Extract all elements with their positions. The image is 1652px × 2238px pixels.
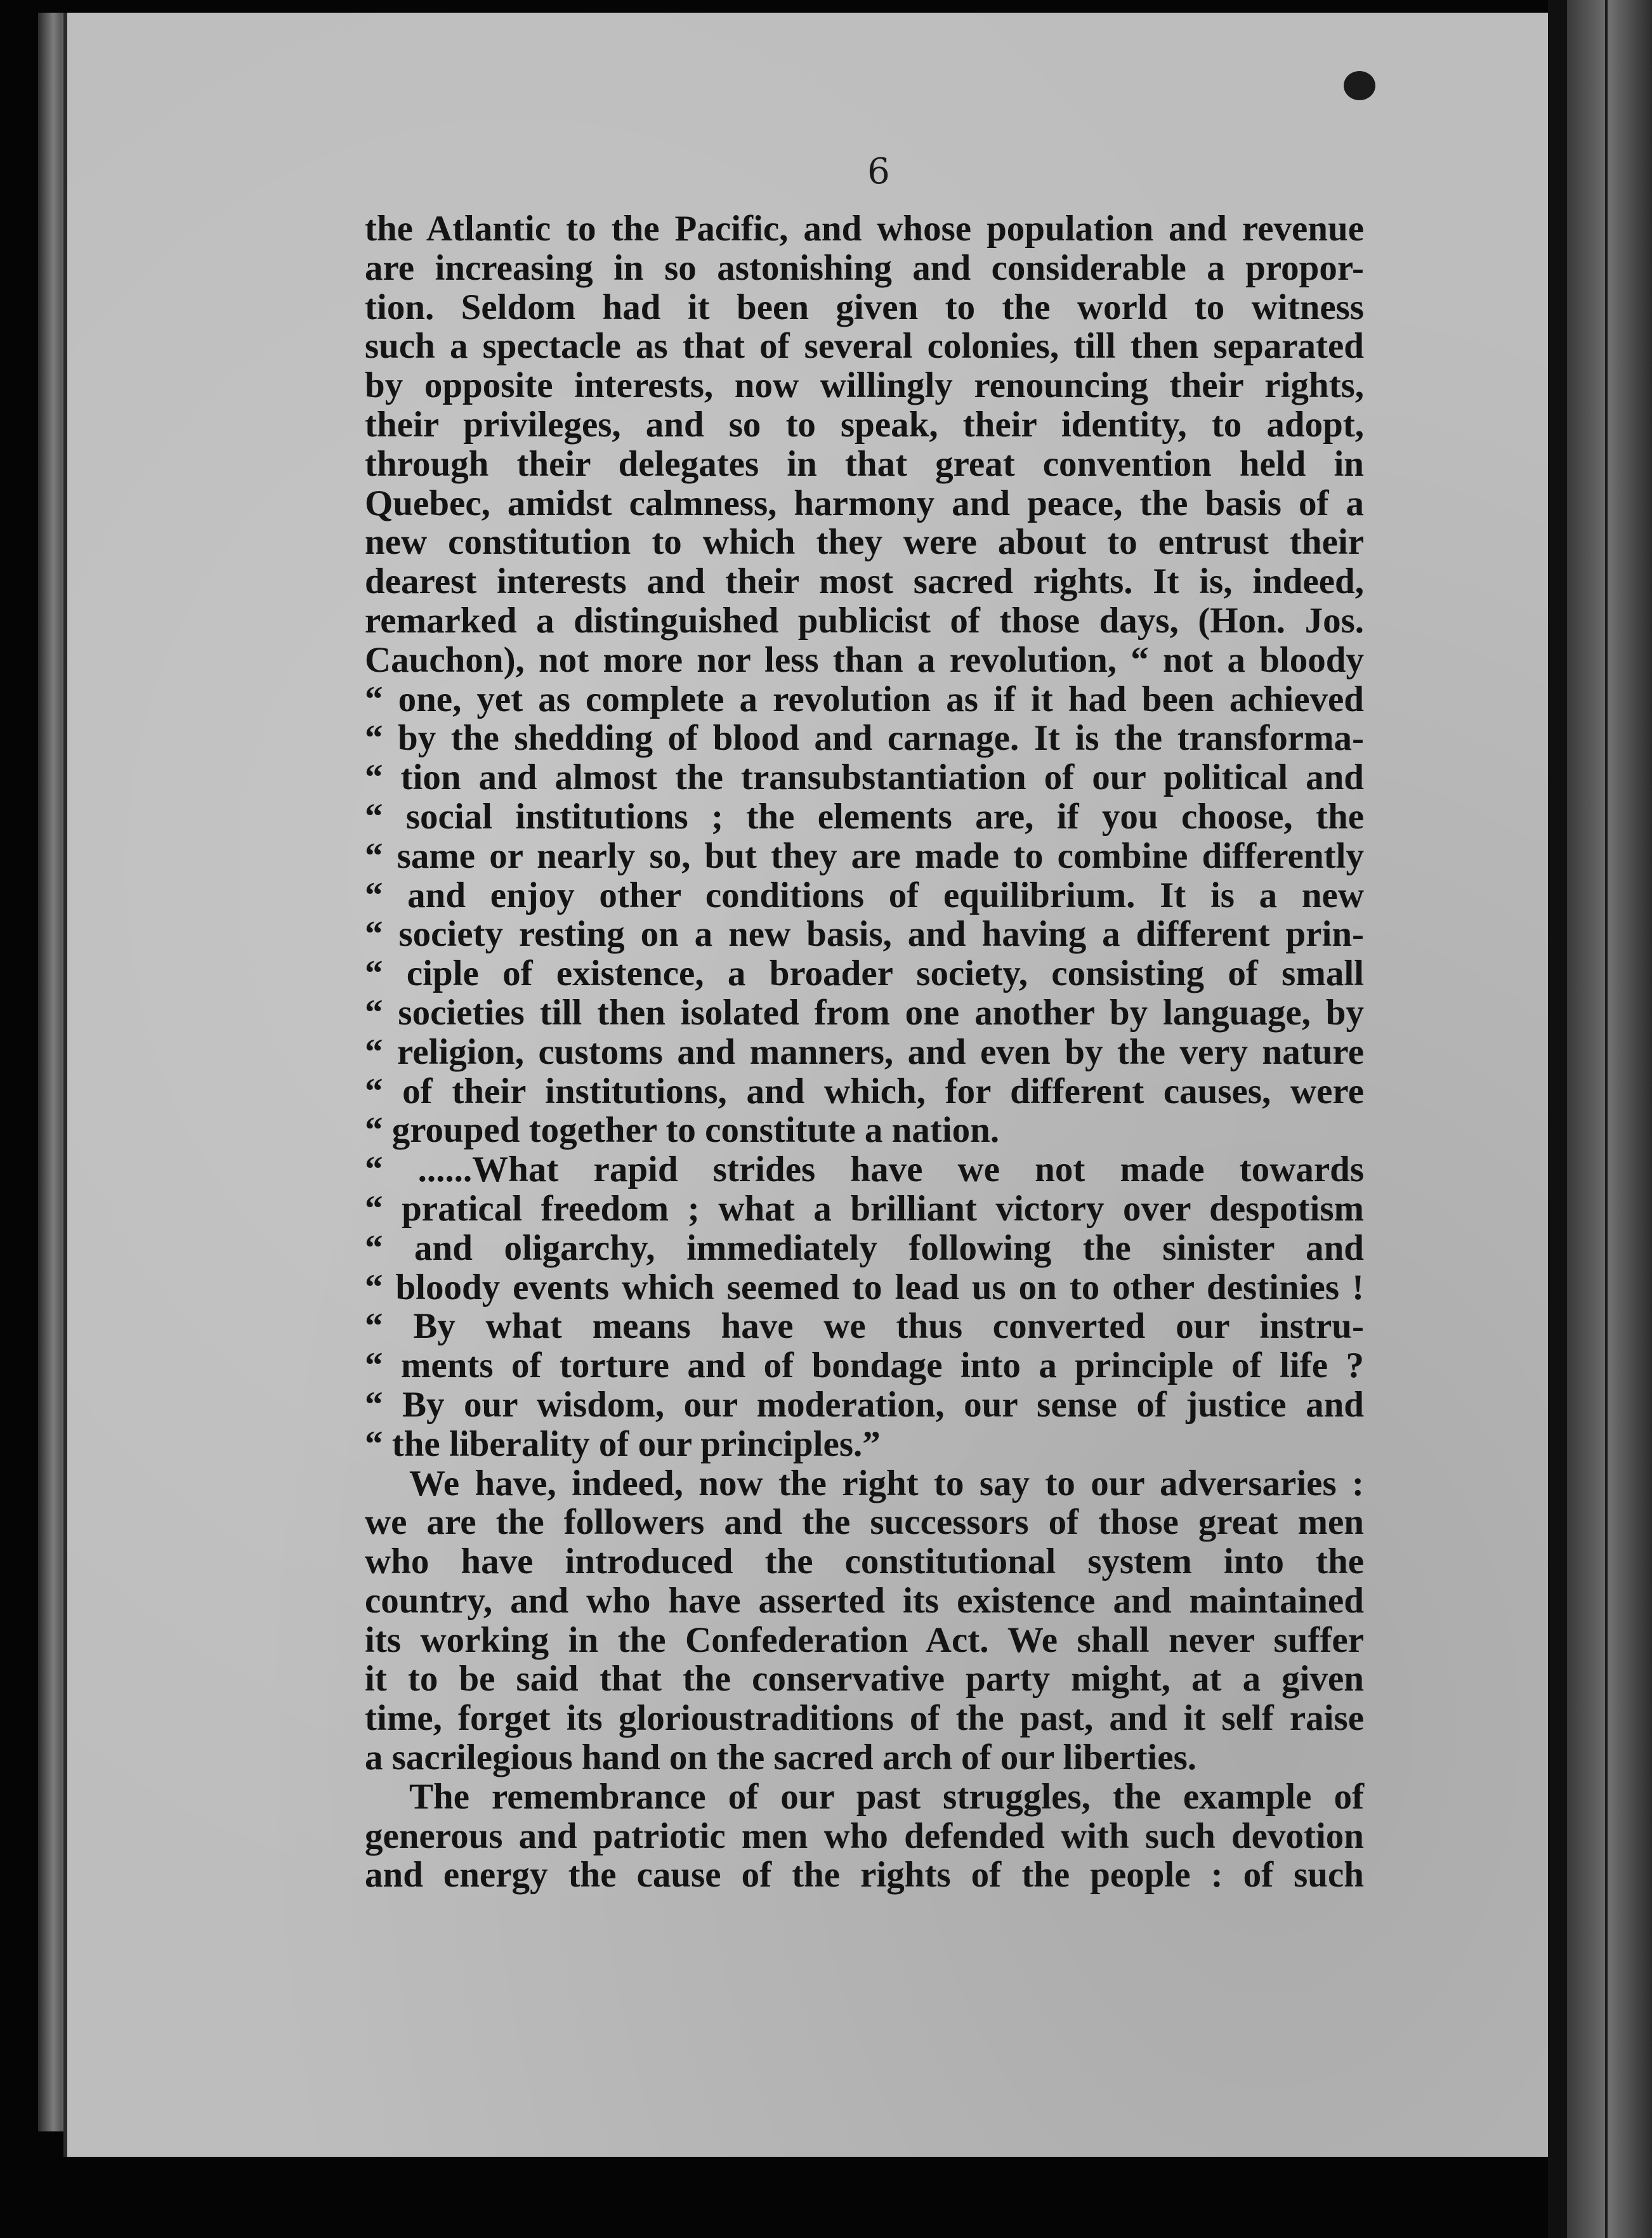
text-line: country, and who have asserted its existence and maintained [365, 1580, 1364, 1621]
text-line: “ By our wisdom, our moderation, our sense of justice and [365, 1384, 1364, 1425]
text-line: its working in the Confederation Act. We shall never suffer [365, 1620, 1364, 1660]
text-line: a sacrilegious hand on the sacred arch of our liberties. [365, 1737, 1196, 1778]
facing-page-edge [1567, 0, 1652, 2238]
text-line: their privileges, and so to speak, their identity, to adopt, [365, 404, 1364, 445]
text-line: “ grouped together to constitute a nation. [365, 1110, 1000, 1151]
text-line: “ societies till then isolated from one another by language, by [365, 992, 1364, 1033]
text-line: “ by the shedding of blood and carnage. It is the transforma- [365, 718, 1364, 759]
page-number: 6 [867, 151, 890, 192]
text-line: “ of their institutions, and which, for different causes, were [365, 1071, 1364, 1111]
text-line: “ same or nearly so, but they are made to combine differently [365, 835, 1364, 876]
body-text [365, 209, 1364, 1895]
text-line: tion. Seldom had it been given to the world to witness [365, 287, 1364, 327]
text-line: the Atlantic to the Pacific, and whose population and revenue [365, 209, 1364, 249]
text-line: dearest interests and their most sacred rights. It is, indeed, [365, 561, 1364, 602]
text-line: by opposite interests, now willingly renouncing their rights, [365, 365, 1364, 406]
text-line: “ ments of torture and of bondage into a principle of life ? [365, 1345, 1364, 1386]
text-line: “ ciple of existence, a broader society, consisting of small [365, 953, 1364, 994]
ink-blot [1344, 71, 1375, 100]
text-line: it to be said that the conservative party might, at a given [365, 1659, 1364, 1699]
text-line: who have introduced the constitutional system into the [365, 1541, 1364, 1582]
text-line: we are the followers and the successors of those great men [365, 1502, 1364, 1543]
text-line: are increasing in so astonishing and considerable a propor- [365, 247, 1364, 288]
spine-line [1605, 0, 1608, 2238]
text-line: generous and patriotic men who defended with such devotion [365, 1816, 1364, 1856]
text-line: “ tion and almost the transubstantiation of our political and [365, 757, 1364, 798]
text-line: “ the liberality of our principles.” [365, 1423, 881, 1464]
text-line: “ pratical freedom ; what a brilliant victory over despotism [365, 1188, 1364, 1229]
text-line: “ and oligarchy, immediately following the sinister and [365, 1227, 1364, 1268]
text-line: “ one, yet as complete a revolution as if it had been achieved [365, 679, 1364, 719]
text-line: “ religion, customs and manners, and even by the very nature [365, 1031, 1364, 1072]
text-line: through their delegates in that great convention held in [365, 443, 1364, 484]
text-line: We have, indeed, now the right to say to our adversaries : [409, 1463, 1364, 1503]
text-line: “ bloody events which seemed to lead us on to other destinies ! [365, 1267, 1364, 1307]
text-line: Cauchon), not more nor less than a revolution, “ not a bloody [365, 639, 1364, 680]
text-line: “ society resting on a new basis, and having a different prin- [365, 914, 1364, 955]
text-line: “ and enjoy other conditions of equilibrium. It is a new [365, 875, 1364, 915]
text-line: and energy the cause of the rights of the people : of such [365, 1855, 1364, 1895]
text-line: such a spectacle as that of several colonies, till then separated [365, 326, 1364, 367]
text-line: time, forget its glorioustraditions of the past, and it self raise [365, 1698, 1364, 1739]
text-line: “ By what means have we thus converted our instru- [365, 1306, 1364, 1347]
text-line: Quebec, amidst calmness, harmony and peace, the basis of a [365, 483, 1364, 523]
text-line: “ social institutions ; the elements are, if you choose, the [365, 796, 1364, 837]
text-line: The remembrance of our past struggles, the example of [409, 1776, 1364, 1817]
text-line: remarked a distinguished publicist of those days, (Hon. Jos. [365, 600, 1364, 641]
text-line: new constitution to which they were about to entrust their [365, 522, 1364, 563]
text-line: “ ......What rapid strides have we not made towards [365, 1149, 1364, 1190]
